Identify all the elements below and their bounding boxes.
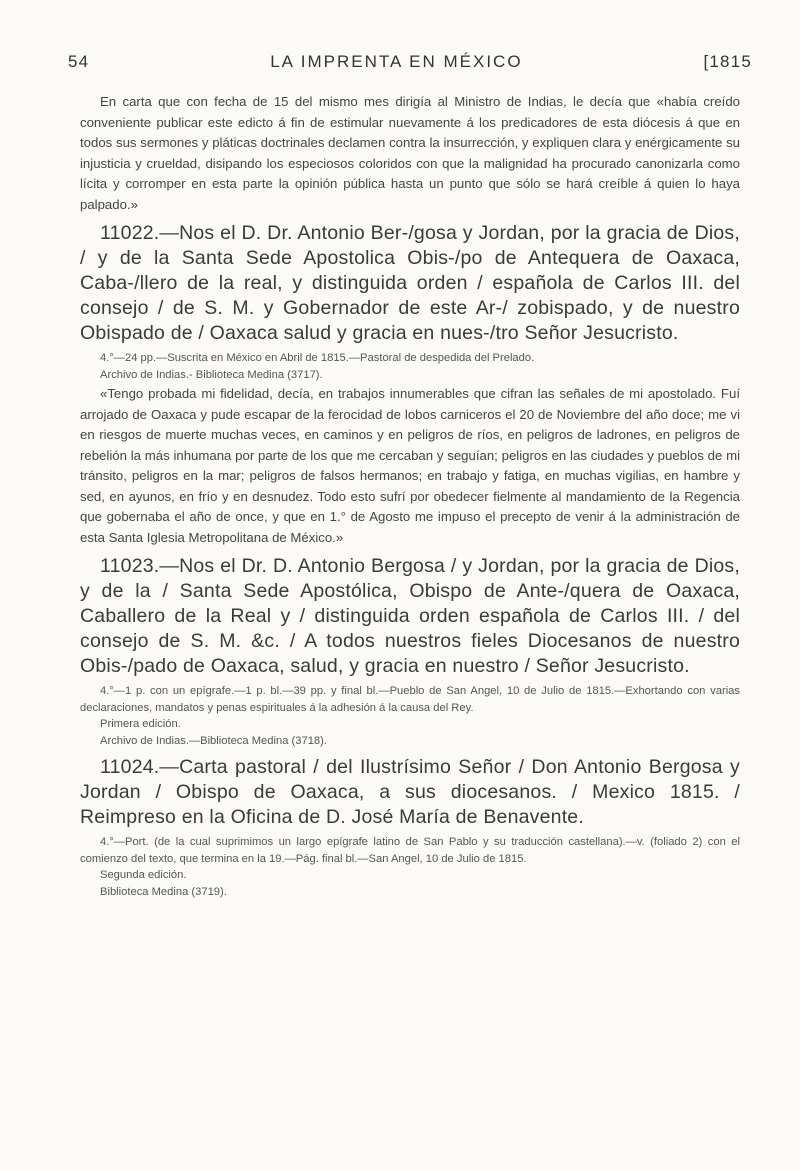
- entry-note: 4.°—1 p. con un epígrafe.—1 p. bl.—39 pp. y final bl.—Pueblo de San Angel, 10 de Julio de 1815.—Exhortando con varias declaraciones, mandatos y penas espirituales á la adhesión á la causa del Rey.: [80, 685, 740, 714]
- year-marker: [1815: [703, 52, 752, 71]
- entry-note: Biblioteca Medina (3719).: [100, 885, 227, 898]
- book-page: [68, 52, 752, 900]
- entry-note: Primera edición.: [100, 718, 181, 730]
- entry-heading-11022: 11022.—Nos el D. Dr. Antonio Ber-/gosa y Jordan, por la gracia de Dios, / y de la Santa Sede Apostolica Obis-/po de Antequera de Oaxaca, Caba-/llero de la real, y distinguida orden / española de Carlos III. del consejo / de S. M. y Gobernador de este Ar-/ zobispado, y de nuestro Obispado de / Oaxaca salud y gracia en nues-/tro Señor Jesucristo.: [80, 222, 740, 344]
- entry-note: Archivo de Indias.—Biblioteca Medina (3718).: [100, 734, 327, 747]
- running-title: LA IMPRENTA EN MÉXICO: [270, 52, 523, 71]
- entry-note: Archivo de Indias.- Biblioteca Medina (3717).: [100, 368, 323, 381]
- entry-heading-11024: 11024.—Carta pastoral / del Ilustrísimo Señor / Don Antonio Bergosa y Jordan / Obispo de Oaxaca, a sus diocesanos. / Mexico 1815. / Reimpreso en la Oficina de D. José María de Benavente.: [80, 756, 740, 828]
- entry-note: 4.°—24 pp.—Suscrita en México en Abril de 1815.—Pastoral de despedida del Prelado.: [100, 352, 535, 364]
- running-header: [68, 52, 752, 72]
- entry-heading-11023: 11023.—Nos el Dr. D. Antonio Bergosa / y Jordan, por la gracia de Dios, y de la / Santa Sede Apostólica, Obispo de Ante-/quera de Oaxaca, Caballero de la Real y / distinguida orden española de Carlos III. / del consejo de S. M. &c. / A todos nuestros fieles Diocesanos de nuestro Obis-/pado de Oaxaca, salud, y gracia en nuestro / Señor Jesucristo.: [80, 555, 740, 677]
- intro-paragraph: En carta que con fecha de 15 del mismo mes dirigía al Ministro de Indias, le decía que «había creído conveniente publicar este edicto á fin de estimular nuevamente á los predicadores de esta diócesis á que en todos sus sermones y pláticas doctrinales declamen contra la insurrección, y expliquen clara y enérgicamente su injusticia y crueldad, disipando los especiosos coloridos con que la malignidad ha procurado canonizarla como lícita y corromper en esta parte la opinión pública hasta un punto que sólo se hará creíble á quien lo haya palpado.»: [80, 94, 740, 212]
- entry-note: 4.°—Port. (de la cual suprimimos un largo epígrafe latino de San Pablo y su traducción castellana).—v. (foliado 2) con el comienzo del texto, que termina en la 19.—Pág. final bl.—San Angel, 10 de Julio de 1815.: [80, 836, 740, 865]
- entry-note: Segunda edición.: [100, 869, 187, 881]
- page-number: 54: [68, 52, 90, 71]
- entry-quote-11022: «Tengo probada mi fidelidad, decía, en trabajos innumerables que cifran las señales de mi apostolado. Fuí arrojado de Oaxaca y pude escapar de la ferocidad de lobos carniceros el 20 de Noviembre del año doce; me vi en riesgos de muerte muchas veces, en caminos y en peligros de ríos, en peligros de ladrones, en peligros de rebelión la más inhumana por parte de los que me cercaban y seguían; peligros en las ciudades y pueblos de mi tránsito, peligros en la mar; peligros de falsos hermanos; en trabajo y fatiga, en muchas vigilias, en hambre y sed, en ayunos, en frío y en desnudez. Todo esto sufrí por obedecer fielmente al mandamiento de la Regencia que gobernaba el año de once, y que en 1.° de Agosto me impuso el precepto de venir á la administración de esta Santa Iglesia Metropolitana de México.»: [80, 386, 740, 545]
